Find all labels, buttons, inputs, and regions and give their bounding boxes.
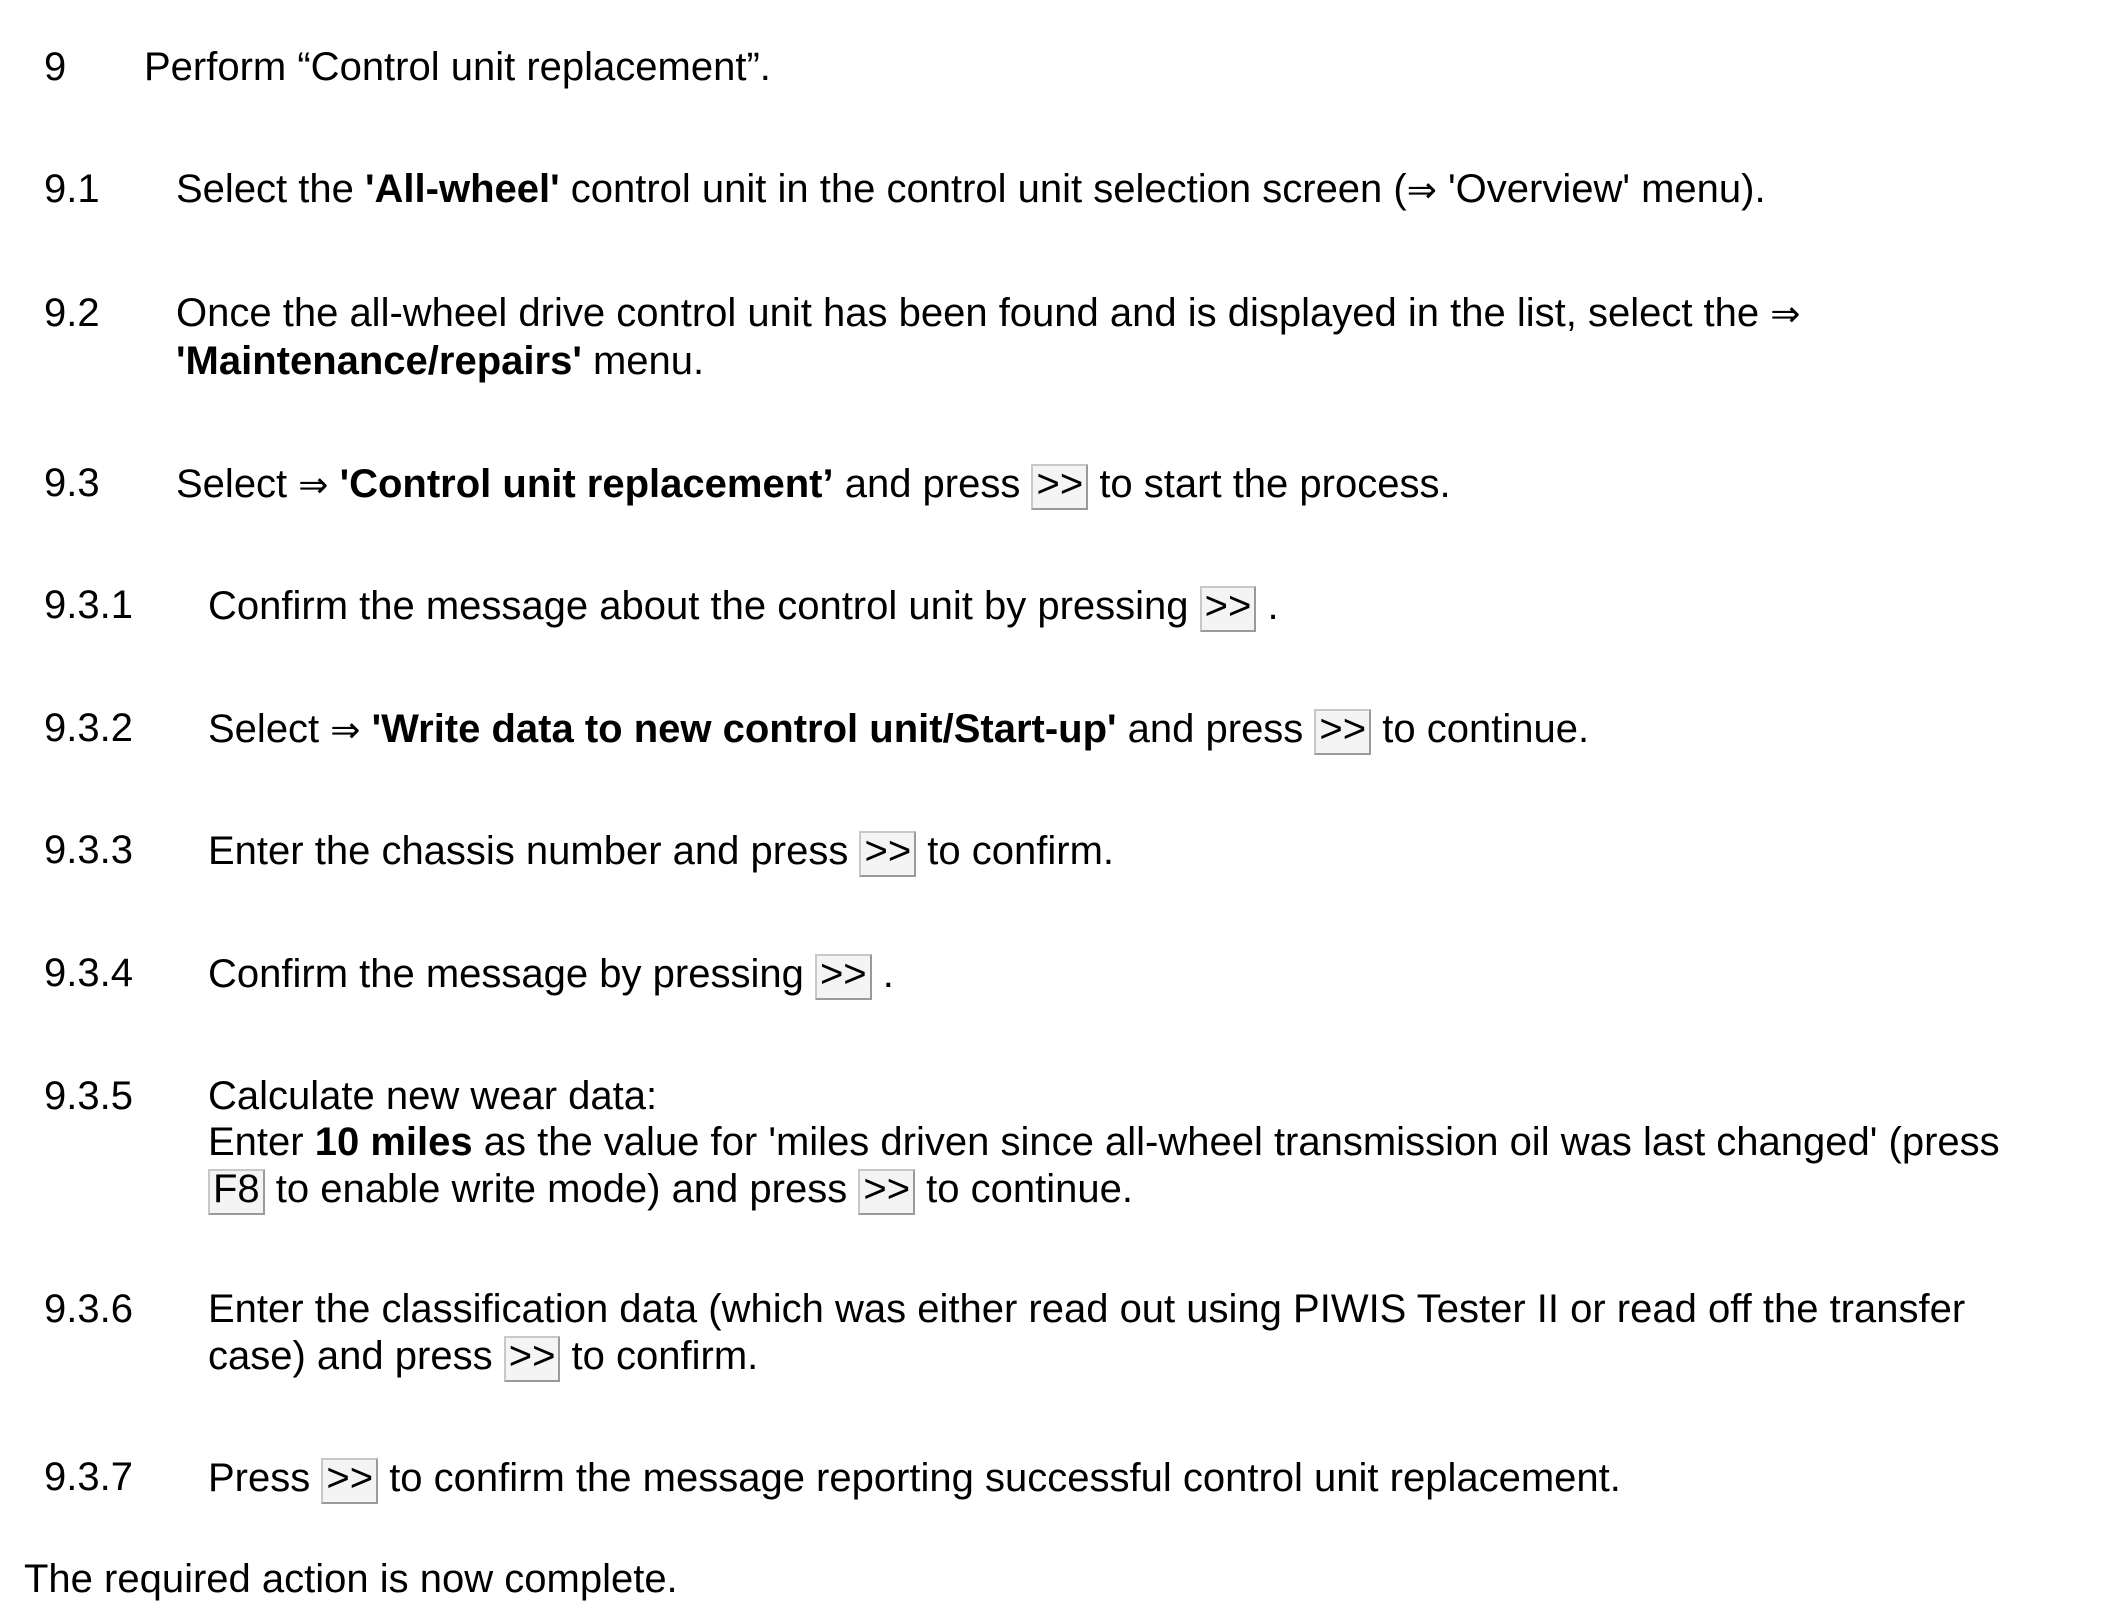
- text-line: [208, 1332, 1965, 1379]
- step-number: 9.3.6: [44, 1287, 133, 1331]
- next-key: [1314, 709, 1371, 755]
- text-segment: to confirm.: [560, 1334, 759, 1378]
- step-number: 9.3.7: [44, 1455, 133, 1499]
- text-line: [208, 1119, 2000, 1165]
- next-key: [1031, 464, 1088, 510]
- step-number: 9.3: [44, 461, 100, 505]
- arrow-right-icon: ⇒: [1770, 294, 1801, 335]
- text-segment: to continue.: [915, 1167, 1133, 1211]
- text-segment: Select the: [176, 167, 366, 211]
- step-number: 9.3.1: [44, 583, 133, 627]
- step-number: 9.1: [44, 167, 100, 211]
- next-key: [858, 1169, 915, 1215]
- step-text: [176, 460, 1451, 509]
- text-segment: as the value for 'miles driven since all-wheel transmission oil was last changed' (press: [472, 1120, 2000, 1164]
- text-line: [176, 338, 1800, 384]
- key-label: >>: [1036, 462, 1084, 506]
- step-number: 9.3.5: [44, 1074, 133, 1118]
- text-segment: Press: [208, 1456, 322, 1500]
- text-segment: to start the process.: [1088, 462, 1451, 506]
- text-segment: Once the all-wheel drive control unit has been found and is displayed in the list, select the: [176, 291, 1771, 335]
- text-segment: 'Overview' menu).: [1436, 167, 1766, 211]
- arrow-right-icon: ⇒: [330, 710, 361, 751]
- step-text: [208, 705, 1589, 754]
- bold-all-wheel: 'All-wheel': [365, 167, 560, 211]
- key-label: >>: [508, 1334, 556, 1378]
- text-line: [208, 1165, 2000, 1212]
- key-label: >>: [863, 1167, 911, 1211]
- text-segment: Confirm the message by pressing: [208, 952, 815, 996]
- key-label: >>: [1319, 707, 1367, 751]
- step-number: 9.3.4: [44, 951, 133, 995]
- bold-control-unit-replacement: 'Control unit replacement’: [328, 462, 834, 506]
- next-key: [859, 831, 916, 877]
- step-number: 9: [44, 45, 67, 89]
- step-text: [208, 1073, 2000, 1212]
- text-segment: menu.: [581, 339, 705, 383]
- text-segment: to confirm the message reporting successful control unit replacement.: [378, 1456, 1621, 1500]
- text-segment: and press: [1116, 707, 1315, 751]
- bold-maintenance-repairs: 'Maintenance/repairs': [176, 339, 582, 383]
- text-segment: control unit in the control unit selection screen (: [559, 167, 1407, 211]
- next-key: [815, 954, 872, 1000]
- next-key: [504, 1336, 561, 1382]
- arrow-right-icon: ⇒: [1406, 170, 1437, 211]
- text-segment: Enter the chassis number and press: [208, 829, 860, 873]
- bold-10-miles: 10 miles: [314, 1120, 473, 1164]
- closing-statement: The required action is now complete.: [24, 1557, 678, 1601]
- key-label: >>: [1204, 584, 1252, 628]
- step-number: 9.3.2: [44, 706, 133, 750]
- step-9-text: Perform “Control unit replacement”.: [144, 45, 771, 89]
- step-text: [144, 44, 771, 90]
- key-label: F8: [213, 1167, 260, 1211]
- key-label: >>: [326, 1456, 374, 1500]
- text-segment: and press: [833, 462, 1032, 506]
- key-label: >>: [864, 829, 912, 873]
- f8-key: [208, 1169, 265, 1215]
- text-segment: Confirm the message about the control unit by pressing: [208, 584, 1200, 628]
- text-segment: .: [871, 952, 894, 996]
- text-segment: case) and press: [208, 1334, 504, 1378]
- step-number: 9.2: [44, 291, 100, 335]
- step-number: 9.3.3: [44, 828, 133, 872]
- text-segment: Select: [176, 462, 299, 506]
- text-segment: to continue.: [1371, 707, 1590, 751]
- text-segment: Enter: [208, 1120, 315, 1164]
- step-text: [208, 827, 1114, 874]
- text-line: Enter the classification data (which was either read out using PIWIS Tester II or read off the transfer: [208, 1287, 1966, 1331]
- text-segment: .: [1256, 584, 1279, 628]
- key-label: >>: [819, 952, 867, 996]
- next-key: [321, 1458, 378, 1504]
- bold-write-data: 'Write data to new control unit/Start-up': [360, 707, 1117, 751]
- text-line: [176, 290, 1800, 338]
- step-text: [208, 582, 1279, 629]
- text-segment: to confirm.: [916, 829, 1115, 873]
- step-text: [208, 950, 894, 997]
- step-text: [176, 290, 1800, 384]
- arrow-right-icon: ⇒: [298, 465, 329, 506]
- next-key: [1200, 586, 1257, 632]
- text-segment: to enable write mode) and press: [264, 1167, 859, 1211]
- step-text: [208, 1454, 1621, 1501]
- step-text: [176, 166, 1766, 214]
- text-line: Calculate new wear data:: [208, 1074, 658, 1118]
- step-text: [208, 1286, 1965, 1379]
- text-segment: Select: [208, 707, 331, 751]
